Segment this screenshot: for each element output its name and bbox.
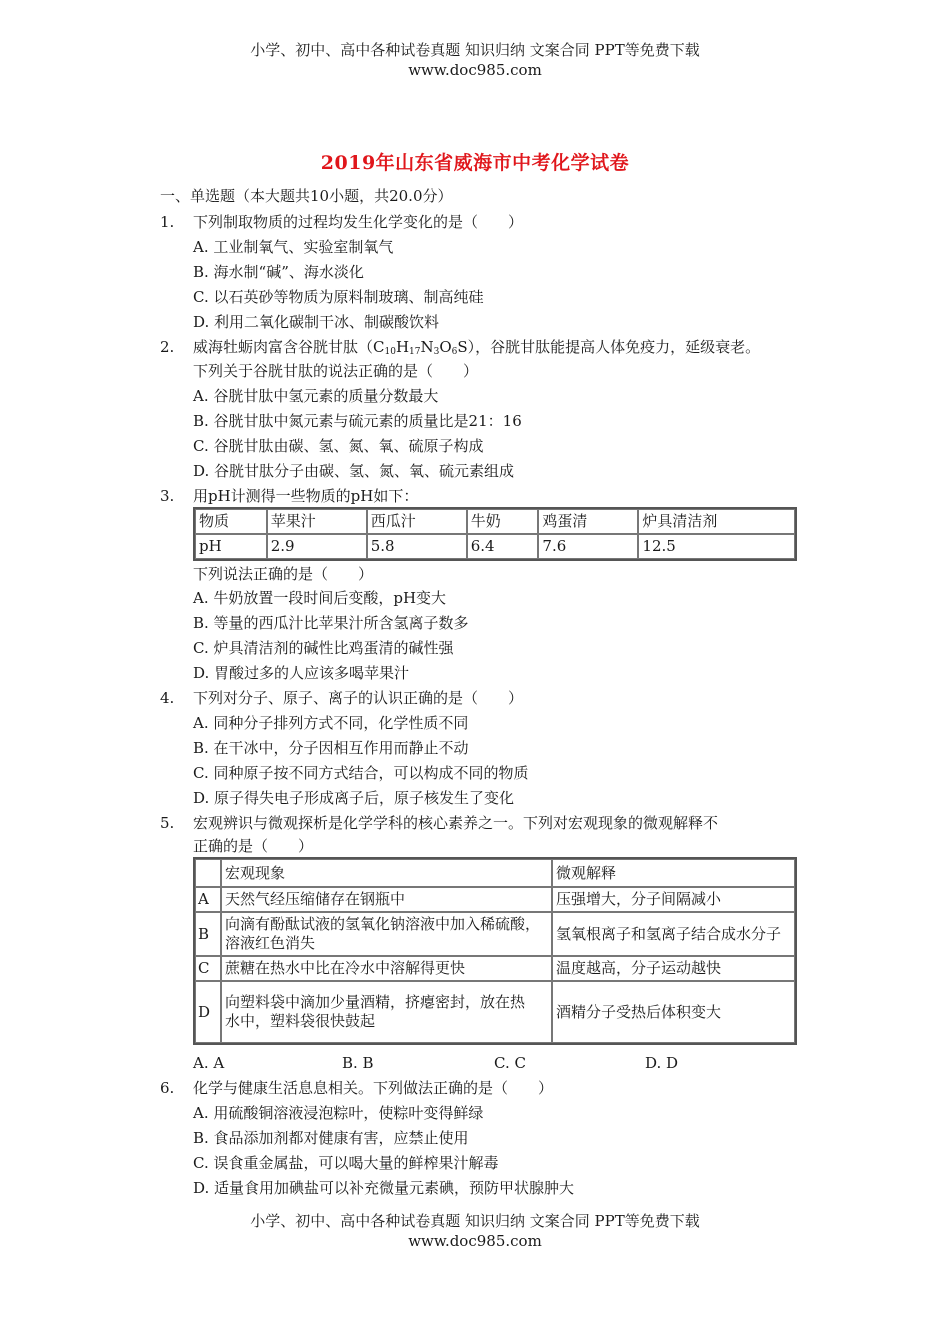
row-label: B [195, 912, 221, 956]
question-text: 威海牡蛎肉富含谷胱甘肽$(C_{10}H_{17}N_3O_6S)$，谷胱甘肽能提高人体免疫力，延级衰老。 [193, 338, 761, 357]
question-number: 2. [160, 338, 175, 356]
row-label: C [195, 956, 221, 981]
table-cell: 微观解释 [552, 859, 795, 887]
option-d[interactable]: D. 原子得失电子形成离子后，原子核发生了变化 [193, 789, 515, 807]
table-row [195, 887, 795, 912]
page-footer [0, 1211, 950, 1251]
option-d[interactable]: D. 适量食用加碘盐可以补充微量元素碘，预防甲状腺肿大 [193, 1179, 575, 1197]
table-cell: 向滴有酚酞试液的氢氧化钠溶液中加入稀硫酸，溶液红色消失 [221, 912, 552, 956]
header-url[interactable]: www.doc985.com [408, 61, 542, 79]
option-a[interactable]: A. A [193, 1054, 225, 1072]
option-b[interactable]: B. 食品添加剂都对健康有害，应禁止使用 [193, 1129, 469, 1147]
footer-text: 小学、初中、高中各种试卷真题 知识归纳 文案合同 PPT等免费下载 [250, 1212, 700, 1230]
table-cell: 物质 [195, 509, 267, 534]
question-text-continued: 下列说法正确的是（ ） [193, 565, 374, 583]
table-cell: 西瓜汁 [367, 509, 467, 534]
option-b[interactable]: B. 在干冰中，分子因相互作用而静止不动 [193, 739, 469, 757]
option-c[interactable]: C. 谷胱甘肽由碳、氢、氮、氧、硫原子构成 [193, 437, 484, 455]
question-number: 4. [160, 689, 175, 707]
option-a[interactable]: A. 同种分子排列方式不同，化学性质不同 [193, 714, 469, 732]
table-row [195, 912, 795, 956]
option-d[interactable]: D. 胃酸过多的人应该多喝苹果汁 [193, 664, 410, 682]
table-cell: 压强增大，分子间隔减小 [552, 887, 795, 912]
option-a[interactable]: A. 牛奶放置一段时间后变酸，pH变大 [193, 589, 447, 607]
table-row [195, 981, 795, 1043]
table-cell: 氢氧根离子和氢离子结合成水分子 [552, 912, 795, 956]
table-cell: 牛奶 [467, 509, 539, 534]
exam-title: 2019年山东省威海市中考化学试卷 [320, 152, 630, 174]
row-label: A [195, 887, 221, 912]
page-header [0, 40, 950, 80]
section-heading: 一、单选题（本大题共10小题，共20.0分） [160, 187, 453, 205]
option-c[interactable]: C. C [494, 1054, 526, 1072]
table-cell: 鸡蛋清 [538, 509, 638, 534]
question-text-continued: 正确的是（ ） [193, 837, 314, 855]
macro-micro-table [193, 857, 797, 1045]
table-cell [195, 859, 221, 887]
table-header-row [195, 859, 795, 887]
option-a[interactable]: A. 用硫酸铜溶液浸泡粽叶，使粽叶变得鲜绿 [193, 1104, 484, 1122]
table-header-row [195, 509, 795, 534]
table-cell: 6.4 [467, 534, 539, 559]
option-b[interactable]: B. 等量的西瓜汁比苹果汁所含氢离子数多 [193, 614, 469, 632]
table-cell: 温度越高，分子运动越快 [552, 956, 795, 981]
table-cell: 5.8 [367, 534, 467, 559]
question-number: 5. [160, 814, 175, 832]
question-text-continued: 下列关于谷胱甘肽的说法正确的是（ ） [193, 362, 479, 380]
table-cell: 炉具清洁剂 [638, 509, 795, 534]
option-a[interactable]: A. 工业制氧气、实验室制氧气 [193, 238, 394, 256]
table-row [195, 956, 795, 981]
question-text: 用pH计测得一些物质的pH如下： [193, 487, 419, 505]
option-c[interactable]: C. 以石英砂等物质为原料制玻璃、制高纯硅 [193, 288, 484, 306]
option-d[interactable]: D. D [645, 1054, 679, 1072]
option-d[interactable]: D. 利用二氧化碳制干冰、制碳酸饮料 [193, 313, 440, 331]
option-c[interactable]: C. 同种原子按不同方式结合，可以构成不同的物质 [193, 764, 529, 782]
option-c[interactable]: C. 误食重金属盐，可以喝大量的鲜榨果汁解毒 [193, 1154, 499, 1172]
option-b[interactable]: B. 海水制“碱”、海水淡化 [193, 263, 364, 281]
question-number: 6. [160, 1079, 175, 1097]
question-text: 下列对分子、原子、离子的认识正确的是（ ） [193, 689, 524, 707]
table-cell: 苹果汁 [267, 509, 367, 534]
question-text: 化学与健康生活息息相关。下列做法正确的是（ ） [193, 1079, 554, 1097]
table-cell: 12.5 [638, 534, 795, 559]
table-cell: 宏观现象 [221, 859, 552, 887]
footer-url[interactable]: www.doc985.com [408, 1232, 542, 1250]
row-label: D [195, 981, 221, 1043]
table-cell: 2.9 [267, 534, 367, 559]
table-cell: 天然气经压缩储存在钢瓶中 [221, 887, 552, 912]
option-b[interactable]: B. B [342, 1054, 374, 1072]
option-b[interactable]: B. 谷胱甘肽中氮元素与硫元素的质量比是21：16 [193, 412, 522, 430]
table-cell: 向塑料袋中滴加少量酒精，挤瘪密封，放在热 水中，塑料袋很快鼓起 [221, 981, 552, 1043]
option-d[interactable]: D. 谷胱甘肽分子由碳、氢、氮、氧、硫元素组成 [193, 462, 515, 480]
option-a[interactable]: A. 谷胱甘肽中氢元素的质量分数最大 [193, 387, 439, 405]
option-c[interactable]: C. 炉具清洁剂的碱性比鸡蛋清的碱性强 [193, 639, 454, 657]
table-cell: pH [195, 534, 267, 559]
question-number: 1. [160, 213, 175, 231]
question-text: 下列制取物质的过程均发生化学变化的是（ ） [193, 213, 524, 231]
header-text: 小学、初中、高中各种试卷真题 知识归纳 文案合同 PPT等免费下载 [250, 41, 700, 59]
table-cell: 酒精分子受热后体积变大 [552, 981, 795, 1043]
question-number: 3. [160, 487, 175, 505]
ph-table [193, 507, 797, 561]
table-cell: 蔗糖在热水中比在冷水中溶解得更快 [221, 956, 552, 981]
question-text: 宏观辨识与微观探析是化学学科的核心素养之一。下列对宏观现象的微观解释不 [193, 814, 719, 832]
table-row [195, 534, 795, 559]
table-cell: 7.6 [538, 534, 638, 559]
